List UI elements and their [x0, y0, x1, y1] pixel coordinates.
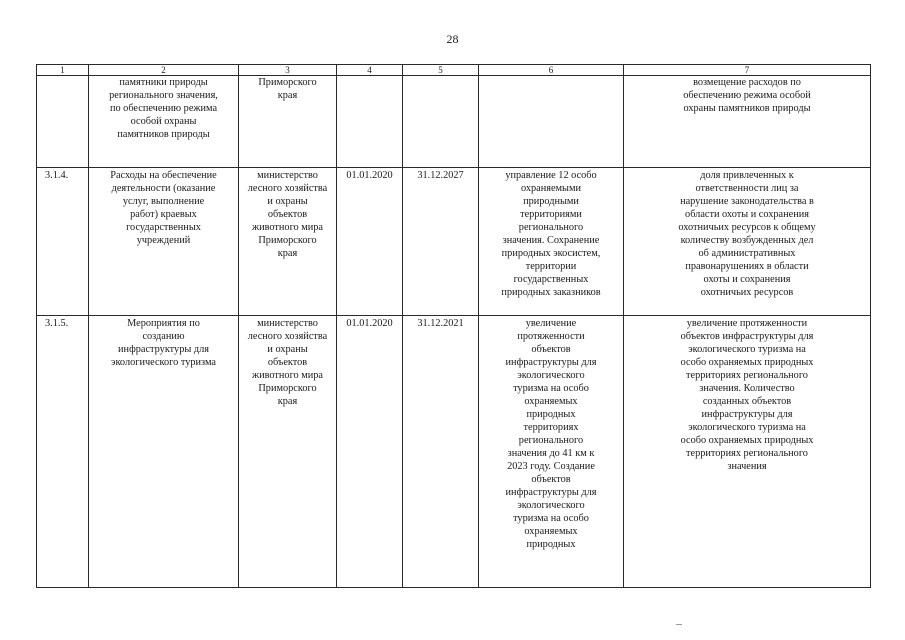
column-number: 6	[479, 65, 624, 76]
column-number: 5	[403, 65, 479, 76]
column-number-row	[37, 65, 871, 76]
result-cell: управление 12 особо охраняемыми природными территориями регионального значения. Сохранение природных экосистем, территории государственных природных заказников	[479, 168, 624, 316]
column-number: 4	[337, 65, 403, 76]
name-cell: Расходы на обеспечение деятельности (оказание услуг, выполнение работ) краевых государственных учреждений	[89, 168, 239, 316]
num-cell: 3.1.5.	[37, 316, 89, 588]
column-number: 2	[89, 65, 239, 76]
executor-cell: Приморского края	[239, 76, 337, 168]
end-date-cell: 31.12.2027	[403, 168, 479, 316]
name-cell: Мероприятия по созданию инфраструктуры для экологического туризма	[89, 316, 239, 588]
column-number: 7	[624, 65, 871, 76]
start-date-cell	[337, 76, 403, 168]
page-number: 28	[446, 32, 459, 46]
start-date-cell: 01.01.2020	[337, 316, 403, 588]
measures-table	[36, 64, 871, 588]
result-cell	[479, 76, 624, 168]
start-date-cell: 01.01.2020	[337, 168, 403, 316]
scan-mark	[676, 624, 682, 625]
name-cell: памятники природы регионального значения, по обеспечению режима особой охраны памятников природы	[89, 76, 239, 168]
table-row	[37, 168, 871, 316]
table-row	[37, 316, 871, 588]
column-number: 3	[239, 65, 337, 76]
result-cell: увеличение протяженности объектов инфраструктуры для экологического туризма на особо охраняемых природных территориях регионального значения до 41 км к 2023 году. Создание объектов инфраструктуры для экологического туризма на особо охраняемых природных	[479, 316, 624, 588]
end-date-cell: 31.12.2021	[403, 316, 479, 588]
column-number: 1	[37, 65, 89, 76]
end-date-cell	[403, 76, 479, 168]
indicator-cell: доля привлеченных к ответственности лиц за нарушение законодательства в области охоты и сохранения охотничьих ресурсов к общему количеству возбужденных дел об административных правонарушениях в области охоты и сохранения охотничьих ресурсов	[624, 168, 871, 316]
executor-cell: министерство лесного хозяйства и охраны объектов животного мира Приморского края	[239, 168, 337, 316]
executor-cell: министерство лесного хозяйства и охраны объектов животного мира Приморского края	[239, 316, 337, 588]
num-cell: 3.1.4.	[37, 168, 89, 316]
indicator-cell: возмещение расходов по обеспечению режима особой охраны памятников природы	[624, 76, 871, 168]
continuation-row	[37, 76, 871, 168]
num-cell	[37, 76, 89, 168]
indicator-cell: увеличение протяженности объектов инфраструктуры для экологического туризма на особо охраняемых природных территориях регионального значения. Количество созданных объектов инфраструктуры для экологического туризма на особо охраняемых природных территориях регионального значения	[624, 316, 871, 588]
